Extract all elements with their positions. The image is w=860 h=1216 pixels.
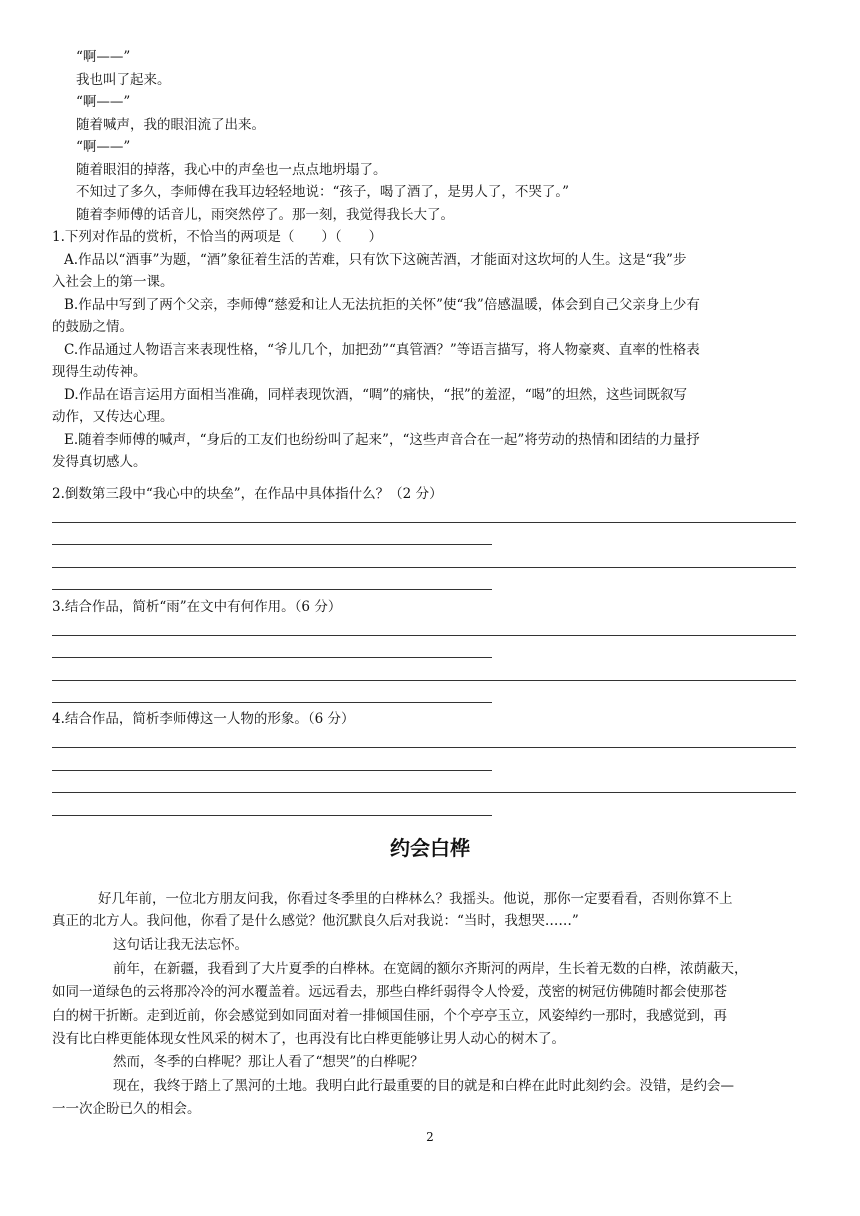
dialogue-line: 随着喊声，我的眼泪流了出来。: [76, 117, 265, 133]
essay-title: 约会白桦: [390, 836, 470, 860]
question-1-stem: 1.下列对作品的赏析，不恰当的两项是（ ）（ ）: [52, 229, 383, 245]
paragraph-5-line-2: 一一次企盼已久的相会。: [52, 1101, 201, 1117]
option-a-cont: 入社会上的第一课。: [52, 274, 174, 290]
option-a: A.作品以“酒事”为题，“酒”象征着生活的苦难，只有饮下这碗苦酒，才能面对这坎坷的人生。这是“我”步: [64, 252, 687, 268]
paragraph-2: 这句话让我无法忘怀。: [113, 937, 248, 953]
question-3: 3.结合作品，简析“雨”在文中有何作用。（6 分）: [52, 599, 342, 615]
option-b-cont: 的鼓励之情。: [52, 319, 133, 335]
option-d: D.作品在语言运用方面相当准确，同样表现饮酒，“啁”的痛快，“抿”的羞涩，“喝”的坦然，这些词既叙写: [64, 387, 688, 403]
answer-line[interactable]: [52, 680, 796, 681]
answer-line[interactable]: [52, 657, 492, 658]
page-number: 2: [426, 1130, 434, 1144]
paragraph-3-line-1: 前年，在新疆，我看到了大片夏季的白桦林。在宽阔的额尔齐斯河的两岸，生长着无数的白桦，浓荫蔽天，: [113, 961, 748, 977]
answer-line[interactable]: [52, 522, 796, 523]
question-4: 4.结合作品，简析李师傅这一人物的形象。（6 分）: [52, 711, 355, 727]
option-e-cont: 发得真切感人。: [52, 454, 147, 470]
answer-line[interactable]: [52, 747, 796, 748]
question-2: 2.倒数第三段中“我心中的块垒”，在作品中具体指什么？（2 分）: [52, 486, 443, 502]
paragraph-1-line-1: 好几年前，一位北方朋友问我，你看过冬季里的白桦林么？我摇头。他说，那你一定要看看，否则你算不上: [98, 891, 733, 907]
option-c-cont: 现得生动传神。: [52, 364, 147, 380]
dialogue-line: 随着李师傅的话音儿，雨突然停了。那一刻，我觉得我长大了。: [76, 207, 454, 223]
answer-line[interactable]: [52, 544, 492, 545]
option-e: E.随着李师傅的喊声，“身后的工友们也纷纷叫了起来”，“这些声音合在一起”将劳动的热情和团结的力量抒: [64, 432, 700, 448]
dialogue-line: “啊——”: [76, 139, 131, 155]
answer-line[interactable]: [52, 567, 796, 568]
paragraph-1-line-2: 真正的北方人。我问他，你看了是什么感觉？他沉默良久后对我说：“当时，我想哭……”: [52, 913, 579, 929]
dialogue-line: 我也叫了起来。: [76, 72, 171, 88]
answer-line[interactable]: [52, 792, 796, 793]
paragraph-3-line-3: 白的树干折断。走到近前，你会感觉到如同面对着一排倾国佳丽，个个亭亭玉立，风姿绰约一那时，我感觉到，再: [52, 1008, 727, 1024]
dialogue-line: “啊——”: [76, 49, 131, 65]
dialogue-line: 不知过了多久，李师傅在我耳边轻轻地说：“孩子，喝了酒了，是男人了，不哭了。”: [76, 184, 570, 200]
dialogue-line: “啊——”: [76, 94, 131, 110]
paragraph-3-line-2: 如同一道绿色的云将那冷冷的河水覆盖着。远远看去，那些白桦纤弱得令人怜爱，茂密的树冠仿佛随时都会使那苍: [52, 984, 727, 1000]
answer-line[interactable]: [52, 770, 492, 771]
option-c: C.作品通过人物语言来表现性格，“爷儿几个，加把劲”“真管酒？”等语言描写，将人物豪爽、直率的性格表: [64, 342, 700, 358]
paragraph-5-line-1: 现在，我终于踏上了黑河的土地。我明白此行最重要的目的就是和白桦在此时此刻约会。没错，是约会—: [113, 1078, 734, 1094]
paragraph-3-line-4: 没有比白桦更能体现女性风采的树木了，也再没有比白桦更能够让男人动心的树木了。: [52, 1031, 565, 1047]
paragraph-4: 然而，冬季的白桦呢？那让人看了“想哭”的白桦呢？: [113, 1054, 424, 1070]
answer-line[interactable]: [52, 702, 492, 703]
answer-line[interactable]: [52, 635, 796, 636]
dialogue-line: 随着眼泪的掉落，我心中的声垒也一点点地坍塌了。: [76, 162, 387, 178]
answer-line[interactable]: [52, 815, 492, 816]
answer-line[interactable]: [52, 589, 492, 590]
option-d-cont: 动作，又传达心理。: [52, 409, 174, 425]
option-b: B.作品中写到了两个父亲，李师傅“慈爱和让人无法抗拒的关怀”使“我”倍感温暖，体会到自己父亲身上少有: [64, 297, 700, 313]
